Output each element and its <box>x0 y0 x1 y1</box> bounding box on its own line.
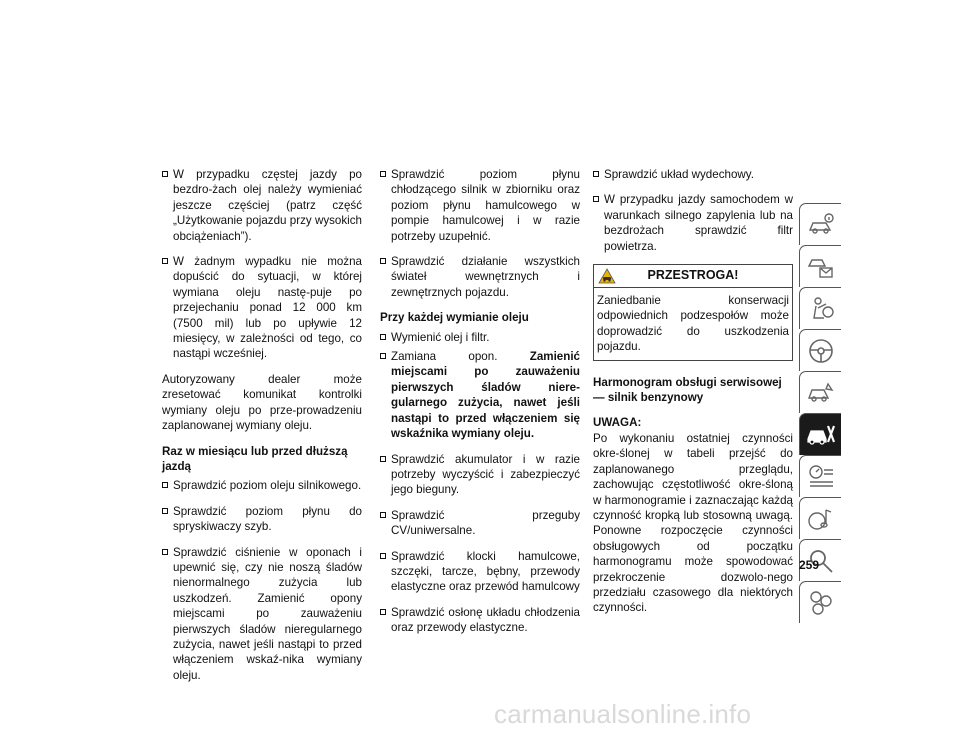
car-service-tools-icon <box>806 420 836 450</box>
column-left <box>162 167 362 693</box>
warning-text: Zaniedbanie konserwacji odpowiednich podzespołów może doprowadzić do uszkodzenia pojazdu. <box>597 294 789 354</box>
tab-car-service[interactable] <box>799 413 841 455</box>
tab-steering-wheel[interactable] <box>799 329 841 371</box>
bullet-oil-filter: Wymienić olej i filtr. <box>380 330 580 345</box>
dealer-reset-paragraph: Autoryzowany dealer może zresetować komunikat kontrolki wymiany oleju po prze-prowadzeniu zaplanowanej wymiany oleju. <box>162 372 362 433</box>
tab-languages[interactable] <box>799 581 841 623</box>
tab-airbag-seat[interactable] <box>799 287 841 329</box>
column-middle <box>380 167 580 646</box>
warning-header <box>594 265 792 288</box>
bullet-battery: Sprawdzić akumulator i w razie potrzeby wyczyścić i zabezpieczyć jego bieguny. <box>380 452 580 498</box>
bullet-air-filter: W przypadku jazdy samochodem w warunkach silnego zapylenia lub na bezdrożach sprawdzić filtr powietrza. <box>593 192 793 254</box>
bullet-cooling-shroud: Sprawdzić osłonę układu chłodzenia oraz przewody elastyczne. <box>380 605 580 636</box>
schedule-heading: Harmonogram obsługi serwisowej — silnik benzynowy <box>593 375 782 405</box>
oil-change-heading: Przy każdej wymianie oleju <box>380 311 529 325</box>
tire-rotation-prefix: Zamiana opon. <box>391 350 530 364</box>
bullet-brakes: Sprawdzić klocki hamulcowe, szczęki, tarcze, bębny, przewody elastyczne oraz przewód hamulcowy <box>380 549 580 595</box>
tab-car-accident[interactable] <box>799 371 841 413</box>
bullet-oil-interval: W żadnym wypadku nie można dopuścić do sytuacji, w której wymiana oleju nastę-puje po przejechaniu ponad 12 000 km (7500 mil) lub po upływie 12 miesięcy, w zależności od tego, co nastąpi wcześniej. <box>162 254 362 362</box>
warning-box <box>593 264 793 361</box>
bullet-offroad-oil: W przypadku częstej jazdy po bezdro-żach olej należy wymieniać jeszcze częściej (patrz część „Użytkowanie pojazdu przy wysokich obciążeniach”). <box>162 167 362 244</box>
bullet-washer-fluid: Sprawdzić poziom płynu do spryskiwaczy szyb. <box>162 504 362 535</box>
bullet-cv-joints: Sprawdzić przeguby CV/uniwersalne. <box>380 508 580 539</box>
warning-title: PRZESTROGA! <box>647 268 739 283</box>
bullet-exhaust: Sprawdzić układ wydechowy. <box>593 167 793 182</box>
note-label: UWAGA: <box>593 416 642 430</box>
tab-music[interactable] <box>799 497 841 539</box>
monthly-check-heading: Raz w miesiącu lub przed dłuższą jazdą <box>162 444 348 473</box>
watermark: carmanualsonline.info <box>494 699 752 729</box>
tab-car-info[interactable] <box>799 203 841 245</box>
tab-car-mail[interactable] <box>799 245 841 287</box>
music-note-icon <box>806 504 836 534</box>
steering-wheel-icon <box>806 336 836 366</box>
bullet-tire-pressure: Sprawdzić ciśnienie w oponach i upewnić się, czy nie noszą śladów nienormalnego zużycia lub uszkodzeń. Zamienić opony miejscami po zauważeniu pierwszych śladów nieregularnego zużycia, nawet jeśli nastąpi to przed włączeniem wskaź-nika wymiany oleju. <box>162 545 362 684</box>
airbag-seat-icon <box>806 294 836 324</box>
languages-abc-icon <box>806 588 836 618</box>
bullet-coolant-brake-fluid: Sprawdzić poziom płynu chłodzącego silnik w zbiorniku oraz poziom płynu hamulcowego w pompie hamulcowej i w razie potrzeby uzupełnić. <box>380 167 580 244</box>
column-right <box>593 167 793 626</box>
car-accident-icon <box>806 378 836 408</box>
gauges-specs-icon <box>806 462 836 492</box>
note-text: Po wykonaniu ostatniej czynności okre-ślonej w tabeli przejść do zaplanowanego przeglądu, zachowując częstotliwość okre-śloną w harmonogramie i zaznaczając każdą czynność kropką lub stosowną uwagą. Ponowne rozpoczęcie czynności obsługowych od początku harmonogramu może spowodować przekroczenie dozwolo-nego przedziału czasowego dla niektórych czynności. <box>593 431 793 615</box>
bullet-tire-rotation <box>380 349 580 441</box>
page-number: 259 <box>799 558 820 572</box>
car-info-icon <box>806 210 836 240</box>
tab-gauges-specs[interactable] <box>799 455 841 497</box>
car-mail-icon <box>806 252 836 282</box>
bullet-engine-oil: Sprawdzić poziom oleju silnikowego. <box>162 478 362 493</box>
bullet-lights: Sprawdzić działanie wszystkich świateł wewnętrznych i zewnętrznych pojazdu. <box>380 254 580 300</box>
tire-rotation-bold: Zamienić miejscami po zauważeniu pierwszych śladów niere-gularnego zużycia, nawet jeśli nastąpi to przed włączeniem się wskaźnika wymiany oleju. <box>391 350 580 441</box>
